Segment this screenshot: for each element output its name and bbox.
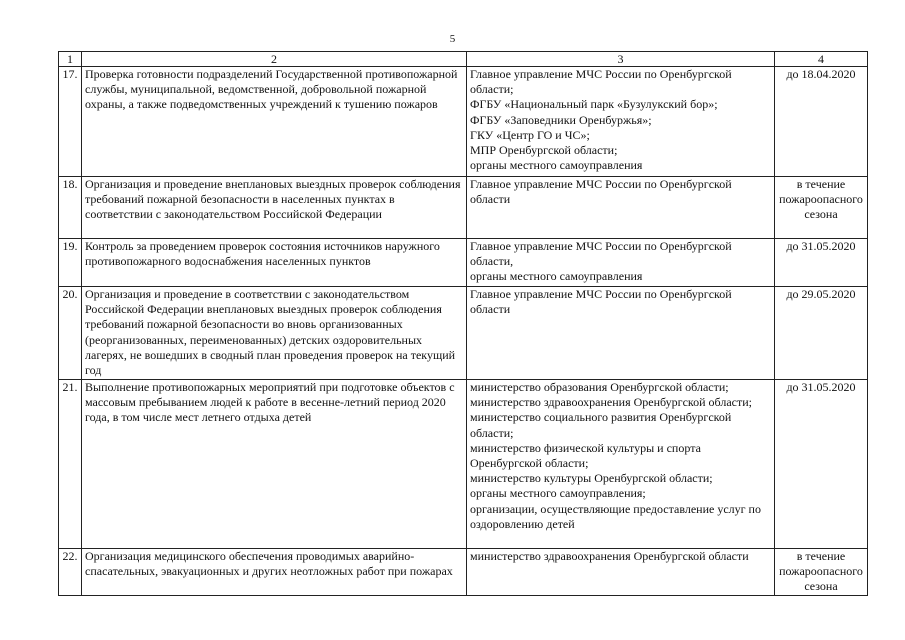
responsible-cell: министерство образования Оренбургской области; министерство здравоохранения Оренбургской области; министерство социального развития Оренбургской области; министерство физической культуры и спорта Оренбургской области; министерство культуры Оренбургской области; органы местного самоуправления; организации, осуществляющие предоставление услуг по оздоровлению детей [467,380,775,549]
header-row [59,52,868,67]
responsible-cell: Главное управление МЧС России по Оренбургской области, органы местного самоуправления [467,239,775,287]
activity-cell: Организация и проведение в соответствии с законодательством Российской Федерации внеплановых выездных проверок соблюдения требований пожарной безопасности во вновь организованных (реорганизованных, переименованных) детских оздоровительных лагерях, не вошедших в сводный план проведения проверок на текущий год [82,287,467,380]
column-header: 3 [467,52,775,67]
column-header: 1 [59,52,82,67]
responsible-cell: Главное управление МЧС России по Оренбургской области [467,177,775,239]
activity-cell: Проверка готовности подразделений Государственной противопожарной службы, муниципальной, ведомственной, добровольной пожарной охраны, а также подведомственных учреждений к тушению пожаров [82,67,467,177]
row-number: 20. [59,287,82,380]
row-number: 19. [59,239,82,287]
table-row [59,239,868,287]
activity-cell: Контроль за проведением проверок состояния источников наружного противопожарного водоснабжения населенных пунктов [82,239,467,287]
row-number: 18. [59,177,82,239]
deadline-cell: в течение пожароопасного сезона [775,177,868,239]
row-number: 17. [59,67,82,177]
table-row [59,380,868,549]
activity-cell: Организация и проведение внеплановых выездных проверок соблюдения требований пожарной безопасности в населенных пунктах в соответствии с законодательством Российской Федерации [82,177,467,239]
table-row [59,67,868,177]
measures-table [58,51,868,596]
deadline-cell: до 31.05.2020 [775,239,868,287]
row-number: 22. [59,549,82,596]
responsible-cell: Главное управление МЧС России по Оренбургской области [467,287,775,380]
responsible-cell: министерство здравоохранения Оренбургской области [467,549,775,596]
deadline-cell: до 31.05.2020 [775,380,868,549]
deadline-cell: до 18.04.2020 [775,67,868,177]
activity-cell: Выполнение противопожарных мероприятий при подготовке объектов с массовым пребыванием людей к работе в весенне-летний период 2020 года, в том числе мест летнего отдыха детей [82,380,467,549]
activity-cell: Организация медицинского обеспечения проводимых аварийно-спасательных, эвакуационных и других неотложных работ при пожарах [82,549,467,596]
column-header: 4 [775,52,868,67]
table-row [59,177,868,239]
column-header: 2 [82,52,467,67]
table-row [59,287,868,380]
table-row [59,549,868,596]
page-number: 5 [449,33,456,45]
row-number: 21. [59,380,82,549]
deadline-cell: до 29.05.2020 [775,287,868,380]
deadline-cell: в течение пожароопасного сезона [775,549,868,596]
responsible-cell: Главное управление МЧС России по Оренбургской области; ФГБУ «Национальный парк «Бузулукский бор»; ФГБУ «Заповедники Оренбуржья»; ГКУ «Центр ГО и ЧС»; МПР Оренбургской области; органы местного самоуправления [467,67,775,177]
